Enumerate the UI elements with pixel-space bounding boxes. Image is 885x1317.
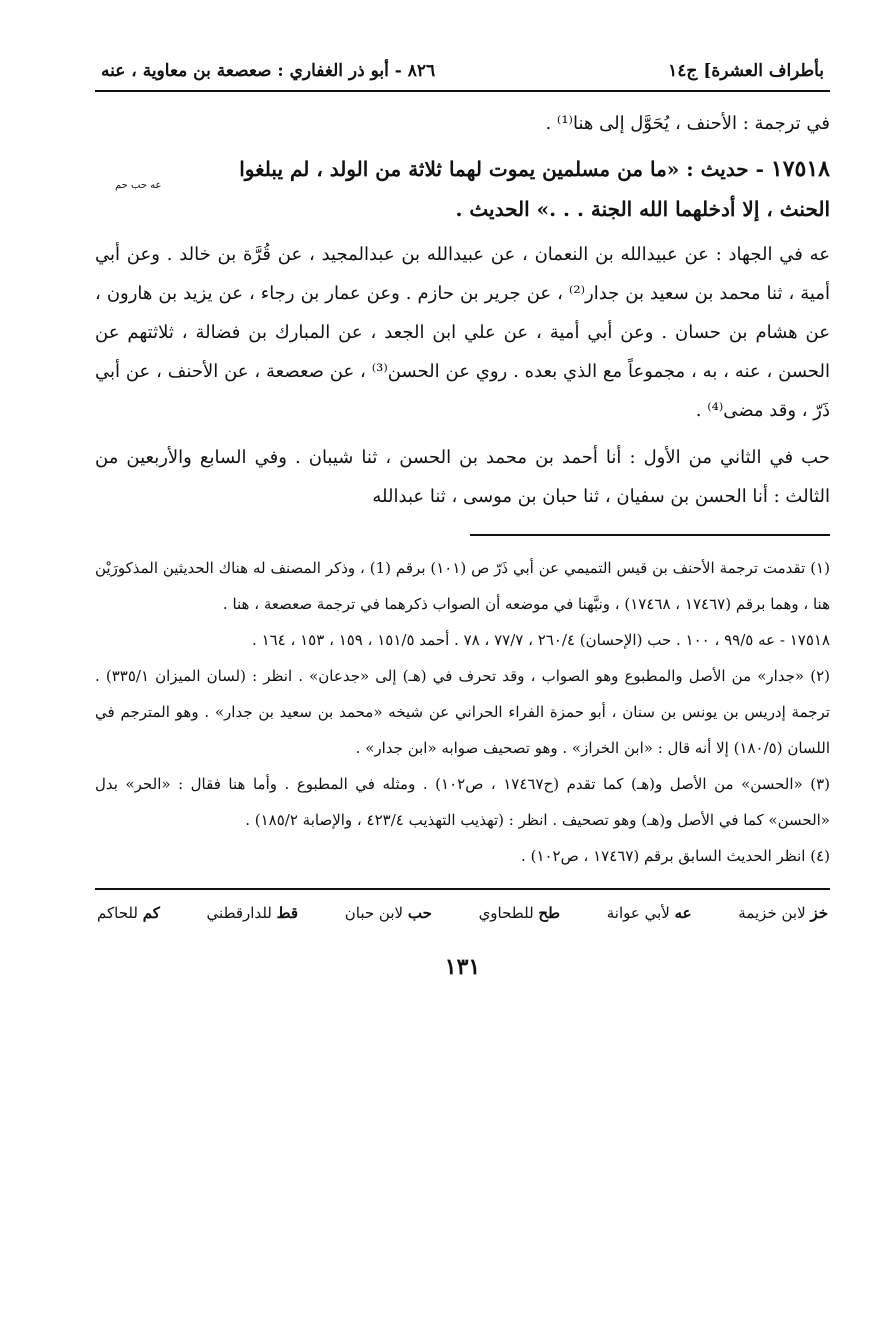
hadith-number: ١٧٥١٨ bbox=[770, 156, 830, 182]
abbreviation-legend bbox=[95, 900, 830, 926]
paragraph-ibn-hibban: حب في الثاني من الأول : أنا أحمد بن محمد بن الحسن ، ثنا شيبان . وفي السابع والأربعين من الثالث : أنا الحسن بن سفيان ، ثنا حبان بن موسى ، ثنا عبدالله bbox=[95, 447, 830, 507]
header-chapter-title: ٨٢٦ - أبو ذر الغفاري : صعصعة بن معاوية ، عنه bbox=[101, 61, 436, 81]
legend-item: قط للدارقطني bbox=[206, 904, 299, 922]
legend-item: طح للطحاوي bbox=[478, 904, 561, 922]
footnote-4: (٤) انظر الحديث السابق برقم (١٧٤٦٧ ، ص١٠٢) . bbox=[521, 847, 830, 865]
footnote-1: (١) تقدمت ترجمة الأحنف بن قيس التميمي عن أبي ذَرّ ص (١٠١) برقم (1) ، وذكر المصنف له هناك الحديثين المذكورَيْن هنا ، وهما برقم (١٧٤٦٧ ، ١٧٤٦٨) ، ونبَّهنا في موضعه أن الصواب ذكرهما في ترجمة صعصعة ، هنا . bbox=[95, 559, 830, 613]
footnote-2: (٢) «جدار» من الأصل والمطبوع وهو الصواب ، وقد تحرف في (هـ) إلى «جدعان» . انظر : (لسان الميزان ٣٣٥/١) . ترجمة إدريس بن يونس بن سنان ، أبو حمزة الفراء الحراني عن شيخه «محمد بن سعيد بن جدار» . وهو المترجم في اللسان (١٨٠/٥) إلا أنه قال : «ابن الخراز» . وهو تصحيف صوابه «ابن جدار» . bbox=[95, 667, 830, 757]
running-header bbox=[95, 48, 830, 88]
legend-item: عه لأبي عوانة bbox=[606, 904, 692, 922]
hadith-sigla: عه حب حم bbox=[115, 180, 162, 191]
header-divider bbox=[95, 90, 830, 92]
hadith-heading bbox=[95, 151, 830, 227]
legend-item: كم للحاكم bbox=[97, 904, 160, 922]
legend-item: خز لابن خزيمة bbox=[738, 904, 828, 922]
header-book-title: بأطراف العشرة] ج١٤ bbox=[668, 61, 824, 81]
document-page bbox=[95, 48, 830, 1277]
paragraph-abu-awana: عه في الجهاد : عن عبيدالله بن النعمان ، عن عبيدالله بن عبدالمجيد ، عن قُرَّة بن خالد . وعن أبي أمية ، ثنا محمد بن سعيد بن جدار⁽²⁾ ، عن جرير بن حازم . وعن عمار بن رجاء ، عن يزيد بن هارون ، عن هشام بن حسان . وعن أبي أمية ، عن علي ابن الجعد ، عن المبارك بن فضالة ، ثلاثتهم عن الحسن ، عنه ، به ، مجموعاً مع الذي بعده . روي عن الحسن⁽³⁾ ، عن صعصعة ، عن الأحنف ، عن أبي ذَرّ ، وقد مضى⁽⁴⁾ . bbox=[95, 244, 831, 421]
footnote-sources: ١٧٥١٨ - عه ٩٩/٥ ، ١٠٠ . حب (الإحسان) ٢٦٠/٤ ، ٧٧/٧ ، ٧٨ . أحمد ١٥١/٥ ، ١٥٩ ، ١٥٣ ، ١٦٤ . bbox=[252, 631, 830, 649]
footnote-divider bbox=[470, 534, 830, 536]
legend-item: حب لابن حبان bbox=[344, 904, 432, 922]
footnotes bbox=[95, 550, 830, 874]
page-number: ١٣١ bbox=[444, 954, 481, 980]
intro-line: في ترجمة : الأحنف ، يُحَوَّل إلى هنا⁽¹⁾ . bbox=[545, 113, 830, 134]
hadith-title-continued: الحنث ، إلا أدخلهما الله الجنة . . .» الحديث . bbox=[455, 197, 830, 221]
hadith-title: - حديث : «ما من مسلمين يموت لهما ثلاثة من الولد ، لم يبلغوا bbox=[239, 157, 764, 181]
legend-divider bbox=[95, 888, 830, 890]
footnote-3: (٣) «الحسن» من الأصل و(هـ) كما تقدم (ح١٧٤٦٧ ، ص١٠٢) . ومثله في المطبوع . وأما هنا فقال : «الحر» بدل «الحسن» كما في الأصل و(هـ) وهو تصحيف . انظر : (تهذيب التهذيب ٤٢٣/٤ ، والإصابة ١٨٥/٢) . bbox=[95, 775, 830, 829]
